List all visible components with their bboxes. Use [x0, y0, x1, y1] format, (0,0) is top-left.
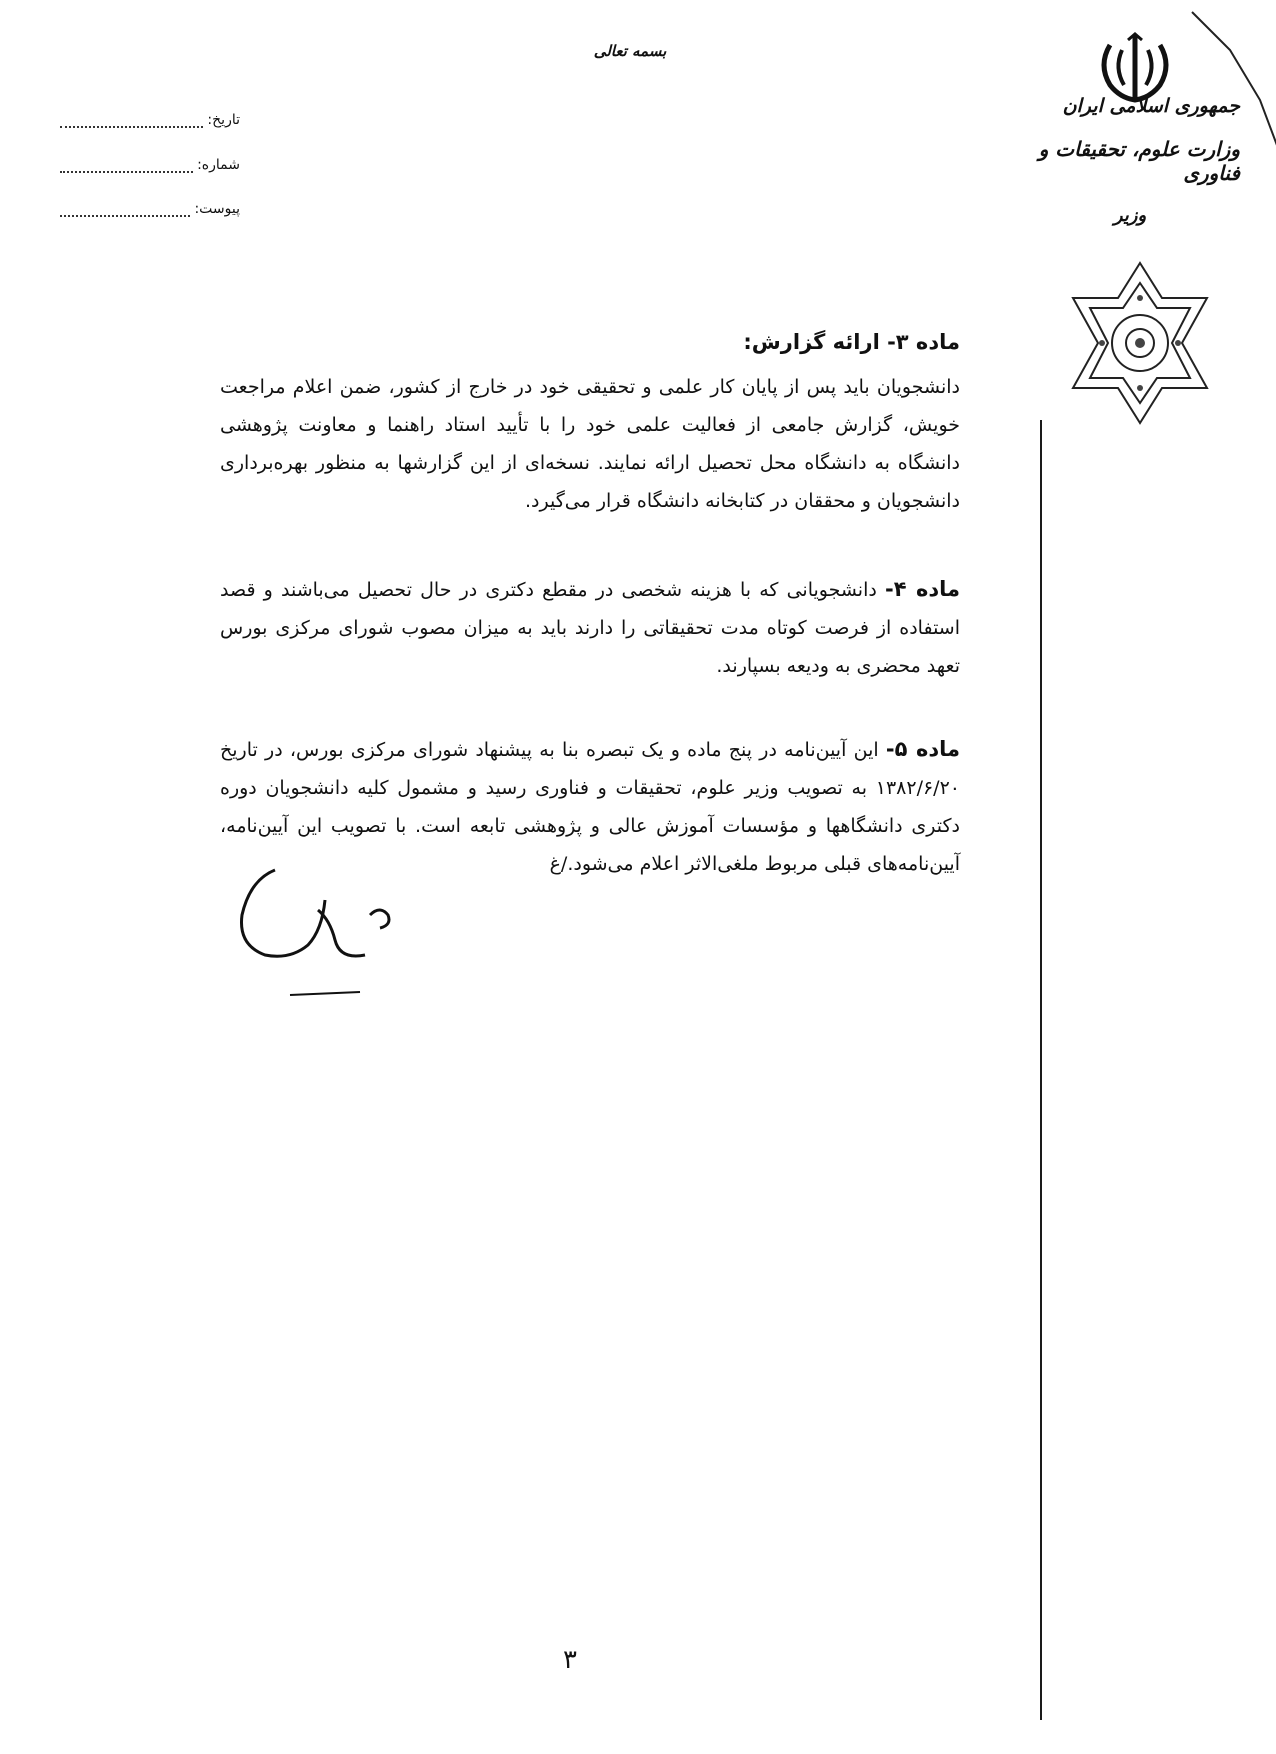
article-5-title: ماده ۵- [885, 737, 961, 761]
signature-mark [230, 860, 420, 1010]
article-4-title: ماده ۴- [884, 577, 961, 601]
ornament-rosette-icon [1062, 258, 1218, 428]
margin-vertical-line [1040, 420, 1042, 1720]
ministry-name: وزارت علوم، تحقیقات و فناوری [1038, 137, 1240, 185]
corner-line-decoration [1190, 10, 1276, 150]
invocation-heading: بسمه تعالی [593, 42, 667, 60]
number-label: شماره: [197, 157, 240, 173]
date-field [60, 104, 240, 128]
attachment-dotted-line [60, 203, 190, 217]
article-3-title: ماده ۳- ارائه گزارش: [743, 330, 960, 354]
date-dotted-line [60, 114, 203, 128]
number-dotted-line [60, 159, 193, 173]
attachment-field [60, 193, 240, 217]
number-field [60, 149, 240, 173]
page-number: ۳ [563, 1645, 577, 1675]
government-name: جمهوری اسلامی ایران [1062, 95, 1240, 117]
date-label: تاریخ: [207, 112, 240, 128]
office-title: وزیر [1113, 205, 1147, 226]
article-5-text: این آیین‌نامه در پنج ماده و یک تبصره بنا به پیشنهاد شورای مرکزی بورس، در تاریخ ۱۳۸۲/۶/۲۰ به تصویب وزیر علوم، تحقیقات و فناوری رسید و مشمول کلیه دانشجویان دوره دکتری دانشگاهها و مؤسسات آموزش عالی و پژوهشی تابعه است. با تصویب این آیین‌نامه، آیین‌نامه‌های قبلی مربوط ملغی‌الاثر اعلام می‌شود./غ [220, 739, 960, 875]
attachment-label: پیوست: [194, 201, 240, 217]
article-4 [220, 570, 960, 685]
article-3-text: دانشجویان باید پس از پایان کار علمی و تحقیقی خود در خارج از کشور، ضمن اعلام مراجعت خویش، گزارش جامعی از فعالیت علمی خود را با تأیید استاد راهنما و معاونت پژوهشی دانشگاه به دانشگاه محل تحصیل ارائه نمایند. نسخه‌ای از این گزارشها به منظور بهره‌برداری دانشجویان و محققان در کتابخانه دانشگاه قرار می‌گیرد. [220, 376, 960, 512]
article-4-text: دانشجویانی که با هزینه شخصی در مقطع دکتری در حال تحصیل می‌باشند و قصد استفاده از فرصت کوتاه مدت تحقیقاتی را دارند باید به میزان مصوب شورای مرکزی بورس تعهد محضری به ودیعه بسپارند. [220, 579, 960, 677]
